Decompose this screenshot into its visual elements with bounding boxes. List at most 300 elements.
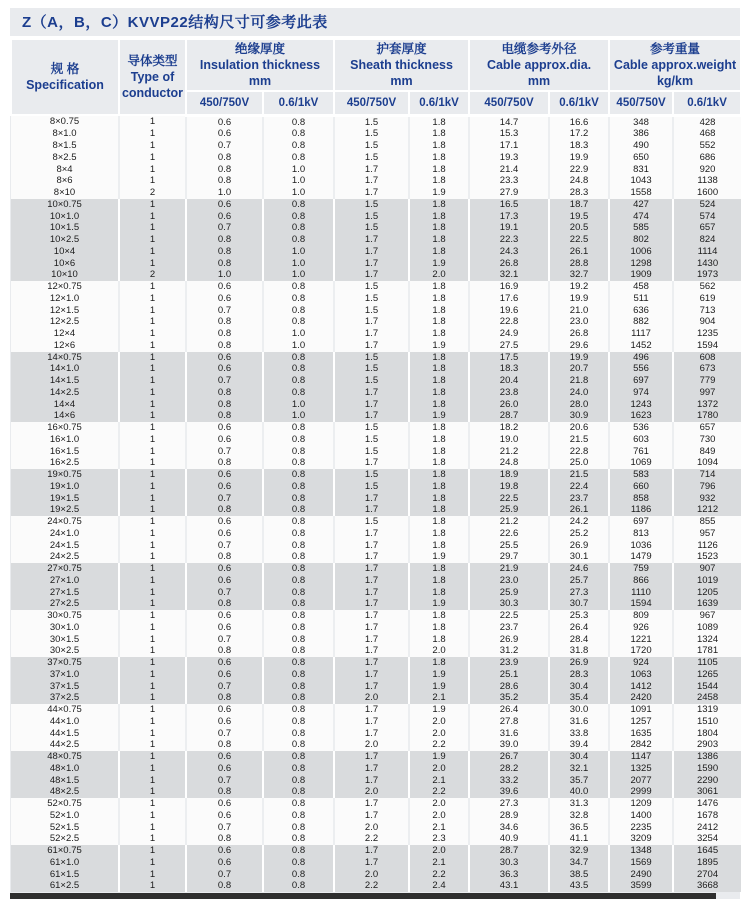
value-cell: 0.7 xyxy=(186,222,263,234)
value-cell: 1 xyxy=(119,175,186,187)
value-cell: 1.7 xyxy=(334,410,409,422)
value-cell: 19.2 xyxy=(549,281,609,293)
value-cell: 1.5 xyxy=(334,434,409,446)
header-insulation-thickness: 绝缘厚度 Insulation thickness mm xyxy=(186,39,334,91)
value-cell: 35.7 xyxy=(549,775,609,787)
value-cell: 1.5 xyxy=(334,128,409,140)
header-specification: 规 格 Specification xyxy=(11,39,119,115)
value-cell: 0.8 xyxy=(263,669,334,681)
value-cell: 779 xyxy=(673,375,741,387)
table-row xyxy=(11,246,741,258)
value-cell: 0.8 xyxy=(263,763,334,775)
value-cell: 1412 xyxy=(609,681,673,693)
value-cell: 0.6 xyxy=(186,528,263,540)
value-cell: 1.7 xyxy=(334,340,409,352)
value-cell: 36.3 xyxy=(469,869,549,881)
header-cable-approx-dia: 电缆参考外径 Cable approx.dia. mm xyxy=(469,39,609,91)
value-cell: 25.1 xyxy=(469,669,549,681)
value-cell: 0.7 xyxy=(186,681,263,693)
value-cell: 1.5 xyxy=(334,281,409,293)
value-cell: 0.7 xyxy=(186,634,263,646)
spec-cell: 16×1.5 xyxy=(11,446,119,458)
value-cell: 1.9 xyxy=(409,681,469,693)
value-cell: 1.8 xyxy=(409,211,469,223)
value-cell: 1.8 xyxy=(409,175,469,187)
value-cell: 0.8 xyxy=(263,775,334,787)
table-row xyxy=(11,504,741,516)
value-cell: 0.6 xyxy=(186,293,263,305)
value-cell: 0.6 xyxy=(186,810,263,822)
value-cell: 1.5 xyxy=(334,516,409,528)
value-cell: 1.7 xyxy=(334,246,409,258)
spec-cell: 14×1.5 xyxy=(11,375,119,387)
value-cell: 1 xyxy=(119,234,186,246)
spec-cell: 44×0.75 xyxy=(11,704,119,716)
value-cell: 1.5 xyxy=(334,375,409,387)
value-cell: 19.9 xyxy=(549,293,609,305)
value-cell: 17.2 xyxy=(549,128,609,140)
value-cell: 1 xyxy=(119,587,186,599)
value-cell: 0.8 xyxy=(263,457,334,469)
value-cell: 1639 xyxy=(673,598,741,610)
value-cell: 904 xyxy=(673,316,741,328)
value-cell: 1 xyxy=(119,563,186,575)
value-cell: 30.3 xyxy=(469,857,549,869)
value-cell: 0.8 xyxy=(263,551,334,563)
value-cell: 882 xyxy=(609,316,673,328)
value-cell: 0.8 xyxy=(263,728,334,740)
value-cell: 0.7 xyxy=(186,305,263,317)
value-cell: 25.5 xyxy=(469,540,549,552)
value-cell: 2412 xyxy=(673,822,741,834)
value-cell: 1.8 xyxy=(409,164,469,176)
value-cell: 657 xyxy=(673,422,741,434)
value-cell: 1.8 xyxy=(409,504,469,516)
value-cell: 1.8 xyxy=(409,457,469,469)
value-cell: 1 xyxy=(119,152,186,164)
value-cell: 1.0 xyxy=(263,164,334,176)
value-cell: 1.7 xyxy=(334,645,409,657)
value-cell: 608 xyxy=(673,352,741,364)
value-cell: 0.6 xyxy=(186,422,263,434)
value-cell: 0.8 xyxy=(263,587,334,599)
value-cell: 43.5 xyxy=(549,880,609,892)
value-cell: 1.8 xyxy=(409,152,469,164)
value-cell: 27.3 xyxy=(549,587,609,599)
value-cell: 19.9 xyxy=(549,152,609,164)
value-cell: 0.8 xyxy=(263,716,334,728)
value-cell: 26.9 xyxy=(469,634,549,646)
table-row xyxy=(11,457,741,469)
spec-cell: 14×6 xyxy=(11,410,119,422)
value-cell: 1.8 xyxy=(409,575,469,587)
value-cell: 31.8 xyxy=(549,645,609,657)
table-row xyxy=(11,115,741,128)
table-row xyxy=(11,293,741,305)
value-cell: 1.8 xyxy=(409,293,469,305)
value-cell: 1600 xyxy=(673,187,741,199)
value-cell: 23.7 xyxy=(469,622,549,634)
value-cell: 25.9 xyxy=(469,504,549,516)
value-cell: 0.6 xyxy=(186,704,263,716)
value-cell: 1.8 xyxy=(409,234,469,246)
value-cell: 1 xyxy=(119,399,186,411)
value-cell: 20.4 xyxy=(469,375,549,387)
value-cell: 1 xyxy=(119,692,186,704)
value-cell: 1 xyxy=(119,610,186,622)
value-cell: 1 xyxy=(119,128,186,140)
value-cell: 1.7 xyxy=(334,528,409,540)
spec-cell: 19×2.5 xyxy=(11,504,119,516)
value-cell: 1348 xyxy=(609,845,673,857)
value-cell: 0.6 xyxy=(186,763,263,775)
value-cell: 22.9 xyxy=(549,164,609,176)
table-row xyxy=(11,798,741,810)
spec-cell: 44×1.0 xyxy=(11,716,119,728)
value-cell: 0.8 xyxy=(263,316,334,328)
value-cell: 1.9 xyxy=(409,410,469,422)
value-cell: 1.7 xyxy=(334,763,409,775)
value-cell: 1.8 xyxy=(409,305,469,317)
value-cell: 0.8 xyxy=(263,375,334,387)
value-cell: 21.0 xyxy=(549,305,609,317)
value-cell: 813 xyxy=(609,528,673,540)
spec-cell: 12×1.0 xyxy=(11,293,119,305)
value-cell: 511 xyxy=(609,293,673,305)
value-cell: 1 xyxy=(119,716,186,728)
value-cell: 28.8 xyxy=(549,258,609,270)
value-cell: 386 xyxy=(609,128,673,140)
value-cell: 697 xyxy=(609,375,673,387)
value-cell: 957 xyxy=(673,528,741,540)
value-cell: 14.7 xyxy=(469,115,549,128)
value-cell: 32.7 xyxy=(549,269,609,281)
value-cell: 0.8 xyxy=(263,786,334,798)
value-cell: 30.4 xyxy=(549,751,609,763)
value-cell: 0.8 xyxy=(263,293,334,305)
value-cell: 0.8 xyxy=(263,493,334,505)
value-cell: 524 xyxy=(673,199,741,211)
value-cell: 1 xyxy=(119,164,186,176)
value-cell: 28.2 xyxy=(469,763,549,775)
value-cell: 1.8 xyxy=(409,199,469,211)
value-cell: 1186 xyxy=(609,504,673,516)
value-cell: 1.7 xyxy=(334,751,409,763)
value-cell: 1.8 xyxy=(409,352,469,364)
value-cell: 1781 xyxy=(673,645,741,657)
value-cell: 1569 xyxy=(609,857,673,869)
value-cell: 26.4 xyxy=(549,622,609,634)
table-row xyxy=(11,164,741,176)
value-cell: 2.2 xyxy=(409,786,469,798)
value-cell: 23.3 xyxy=(469,175,549,187)
value-cell: 1.5 xyxy=(334,481,409,493)
value-cell: 3254 xyxy=(673,833,741,845)
value-cell: 1 xyxy=(119,751,186,763)
value-cell: 36.5 xyxy=(549,822,609,834)
spec-cell: 24×1.5 xyxy=(11,540,119,552)
value-cell: 1.5 xyxy=(334,305,409,317)
value-cell: 26.8 xyxy=(469,258,549,270)
value-cell: 16.5 xyxy=(469,199,549,211)
value-cell: 2.2 xyxy=(409,869,469,881)
value-cell: 1.7 xyxy=(334,540,409,552)
value-cell: 1319 xyxy=(673,704,741,716)
value-cell: 1 xyxy=(119,293,186,305)
value-cell: 0.8 xyxy=(186,692,263,704)
value-cell: 0.8 xyxy=(263,540,334,552)
value-cell: 30.9 xyxy=(549,410,609,422)
value-cell: 1 xyxy=(119,528,186,540)
value-cell: 39.6 xyxy=(469,786,549,798)
spec-cell: 52×1.5 xyxy=(11,822,119,834)
value-cell: 0.6 xyxy=(186,128,263,140)
value-cell: 26.9 xyxy=(549,540,609,552)
value-cell: 0.8 xyxy=(263,528,334,540)
spec-cell: 12×6 xyxy=(11,340,119,352)
value-cell: 1.0 xyxy=(263,187,334,199)
value-cell: 22.5 xyxy=(549,234,609,246)
table-row xyxy=(11,340,741,352)
value-cell: 427 xyxy=(609,199,673,211)
table-row xyxy=(11,175,741,187)
value-cell: 0.8 xyxy=(186,399,263,411)
value-cell: 1089 xyxy=(673,622,741,634)
value-cell: 348 xyxy=(609,115,673,128)
value-cell: 926 xyxy=(609,622,673,634)
spec-cell: 30×1.5 xyxy=(11,634,119,646)
value-cell: 0.8 xyxy=(186,316,263,328)
value-cell: 0.8 xyxy=(263,822,334,834)
value-cell: 1 xyxy=(119,387,186,399)
spec-cell: 10×1.0 xyxy=(11,211,119,223)
value-cell: 0.8 xyxy=(263,751,334,763)
value-cell: 1.0 xyxy=(186,269,263,281)
value-cell: 1 xyxy=(119,880,186,892)
value-cell: 1 xyxy=(119,115,186,128)
value-cell: 1.7 xyxy=(334,681,409,693)
spec-cell: 8×10 xyxy=(11,187,119,199)
value-cell: 22.5 xyxy=(469,493,549,505)
value-cell: 27.5 xyxy=(469,340,549,352)
value-cell: 0.8 xyxy=(263,128,334,140)
table-row xyxy=(11,199,741,211)
value-cell: 1 xyxy=(119,375,186,387)
value-cell: 1.7 xyxy=(334,728,409,740)
table-row xyxy=(11,704,741,716)
value-cell: 32.1 xyxy=(469,269,549,281)
table-head xyxy=(11,39,741,115)
value-cell: 0.8 xyxy=(263,469,334,481)
table-row xyxy=(11,187,741,199)
spec-cell: 10×10 xyxy=(11,269,119,281)
value-cell: 2.0 xyxy=(409,763,469,775)
value-cell: 25.3 xyxy=(549,610,609,622)
table-row xyxy=(11,469,741,481)
table-row xyxy=(11,493,741,505)
value-cell: 1.9 xyxy=(409,258,469,270)
table-row xyxy=(11,645,741,657)
spec-cell: 30×2.5 xyxy=(11,645,119,657)
value-cell: 26.1 xyxy=(549,504,609,516)
table-row xyxy=(11,751,741,763)
value-cell: 1 xyxy=(119,281,186,293)
table-row xyxy=(11,363,741,375)
value-cell: 1 xyxy=(119,481,186,493)
table-row xyxy=(11,845,741,857)
value-cell: 924 xyxy=(609,657,673,669)
value-cell: 0.7 xyxy=(186,540,263,552)
value-cell: 23.9 xyxy=(469,657,549,669)
value-cell: 1594 xyxy=(673,340,741,352)
value-cell: 1895 xyxy=(673,857,741,869)
value-cell: 19.8 xyxy=(469,481,549,493)
table-row xyxy=(11,857,741,869)
value-cell: 1.9 xyxy=(409,751,469,763)
value-cell: 0.8 xyxy=(186,234,263,246)
value-cell: 1 xyxy=(119,657,186,669)
value-cell: 32.9 xyxy=(549,845,609,857)
value-cell: 1.9 xyxy=(409,598,469,610)
value-cell: 1036 xyxy=(609,540,673,552)
value-cell: 468 xyxy=(673,128,741,140)
value-cell: 1 xyxy=(119,316,186,328)
value-cell: 2.1 xyxy=(409,857,469,869)
value-cell: 1.0 xyxy=(263,410,334,422)
value-cell: 1.5 xyxy=(334,152,409,164)
value-cell: 0.8 xyxy=(263,657,334,669)
value-cell: 1.7 xyxy=(334,610,409,622)
value-cell: 17.5 xyxy=(469,352,549,364)
value-cell: 1.7 xyxy=(334,387,409,399)
table-row xyxy=(11,657,741,669)
value-cell: 1.8 xyxy=(409,387,469,399)
value-cell: 1 xyxy=(119,669,186,681)
value-cell: 24.6 xyxy=(549,563,609,575)
spec-cell: 24×2.5 xyxy=(11,551,119,563)
value-cell: 1.9 xyxy=(409,340,469,352)
value-cell: 0.6 xyxy=(186,363,263,375)
value-cell: 1.5 xyxy=(334,140,409,152)
spec-cell: 10×6 xyxy=(11,258,119,270)
value-cell: 1110 xyxy=(609,587,673,599)
value-cell: 932 xyxy=(673,493,741,505)
spec-cell: 27×1.0 xyxy=(11,575,119,587)
value-cell: 1117 xyxy=(609,328,673,340)
value-cell: 1 xyxy=(119,575,186,587)
value-cell: 0.8 xyxy=(263,516,334,528)
value-cell: 17.3 xyxy=(469,211,549,223)
value-cell: 33.2 xyxy=(469,775,549,787)
spec-cell: 14×1.0 xyxy=(11,363,119,375)
table-row xyxy=(11,446,741,458)
spec-cell: 10×1.5 xyxy=(11,222,119,234)
value-cell: 0.8 xyxy=(263,833,334,845)
value-cell: 849 xyxy=(673,446,741,458)
value-cell: 1325 xyxy=(609,763,673,775)
value-cell: 25.2 xyxy=(549,528,609,540)
value-cell: 1.7 xyxy=(334,563,409,575)
value-cell: 1 xyxy=(119,622,186,634)
value-cell: 458 xyxy=(609,281,673,293)
value-cell: 0.8 xyxy=(263,352,334,364)
value-cell: 28.7 xyxy=(469,410,549,422)
value-cell: 1.8 xyxy=(409,246,469,258)
value-cell: 967 xyxy=(673,610,741,622)
value-cell: 0.8 xyxy=(186,833,263,845)
value-cell: 29.6 xyxy=(549,340,609,352)
table-row xyxy=(11,810,741,822)
value-cell: 0.8 xyxy=(263,387,334,399)
value-cell: 1.8 xyxy=(409,587,469,599)
value-cell: 0.8 xyxy=(186,457,263,469)
value-cell: 650 xyxy=(609,152,673,164)
value-cell: 1 xyxy=(119,786,186,798)
table-row xyxy=(11,128,741,140)
spec-cell: 8×2.5 xyxy=(11,152,119,164)
value-cell: 0.6 xyxy=(186,669,263,681)
value-cell: 1720 xyxy=(609,645,673,657)
spec-cell: 8×6 xyxy=(11,175,119,187)
value-cell: 0.8 xyxy=(263,281,334,293)
value-cell: 31.6 xyxy=(549,716,609,728)
value-cell: 1.8 xyxy=(409,493,469,505)
value-cell: 1 xyxy=(119,516,186,528)
value-cell: 496 xyxy=(609,352,673,364)
value-cell: 1 xyxy=(119,704,186,716)
value-cell: 2.0 xyxy=(409,716,469,728)
value-cell: 796 xyxy=(673,481,741,493)
value-cell: 603 xyxy=(609,434,673,446)
value-cell: 2842 xyxy=(609,739,673,751)
value-cell: 0.8 xyxy=(263,634,334,646)
value-cell: 0.8 xyxy=(186,246,263,258)
value-cell: 25.0 xyxy=(549,457,609,469)
value-cell: 16.9 xyxy=(469,281,549,293)
spec-cell: 16×2.5 xyxy=(11,457,119,469)
value-cell: 2 xyxy=(119,187,186,199)
value-cell: 2490 xyxy=(609,869,673,881)
value-cell: 0.8 xyxy=(263,622,334,634)
value-cell: 713 xyxy=(673,305,741,317)
value-cell: 30.3 xyxy=(469,598,549,610)
value-cell: 21.5 xyxy=(549,434,609,446)
value-cell: 1019 xyxy=(673,575,741,587)
value-cell: 0.6 xyxy=(186,281,263,293)
value-cell: 0.7 xyxy=(186,587,263,599)
value-cell: 0.8 xyxy=(186,175,263,187)
value-cell: 1 xyxy=(119,739,186,751)
value-cell: 1 xyxy=(119,305,186,317)
value-cell: 1 xyxy=(119,140,186,152)
value-cell: 1 xyxy=(119,328,186,340)
value-cell: 0.8 xyxy=(263,798,334,810)
value-cell: 574 xyxy=(673,211,741,223)
value-cell: 1.7 xyxy=(334,457,409,469)
value-cell: 19.6 xyxy=(469,305,549,317)
value-cell: 673 xyxy=(673,363,741,375)
value-cell: 0.8 xyxy=(263,152,334,164)
value-cell: 21.2 xyxy=(469,446,549,458)
value-cell: 660 xyxy=(609,481,673,493)
value-cell: 556 xyxy=(609,363,673,375)
value-cell: 2903 xyxy=(673,739,741,751)
spec-cell: 8×0.75 xyxy=(11,115,119,128)
value-cell: 1523 xyxy=(673,551,741,563)
value-cell: 1.8 xyxy=(409,222,469,234)
spec-cell: 27×1.5 xyxy=(11,587,119,599)
value-cell: 802 xyxy=(609,234,673,246)
